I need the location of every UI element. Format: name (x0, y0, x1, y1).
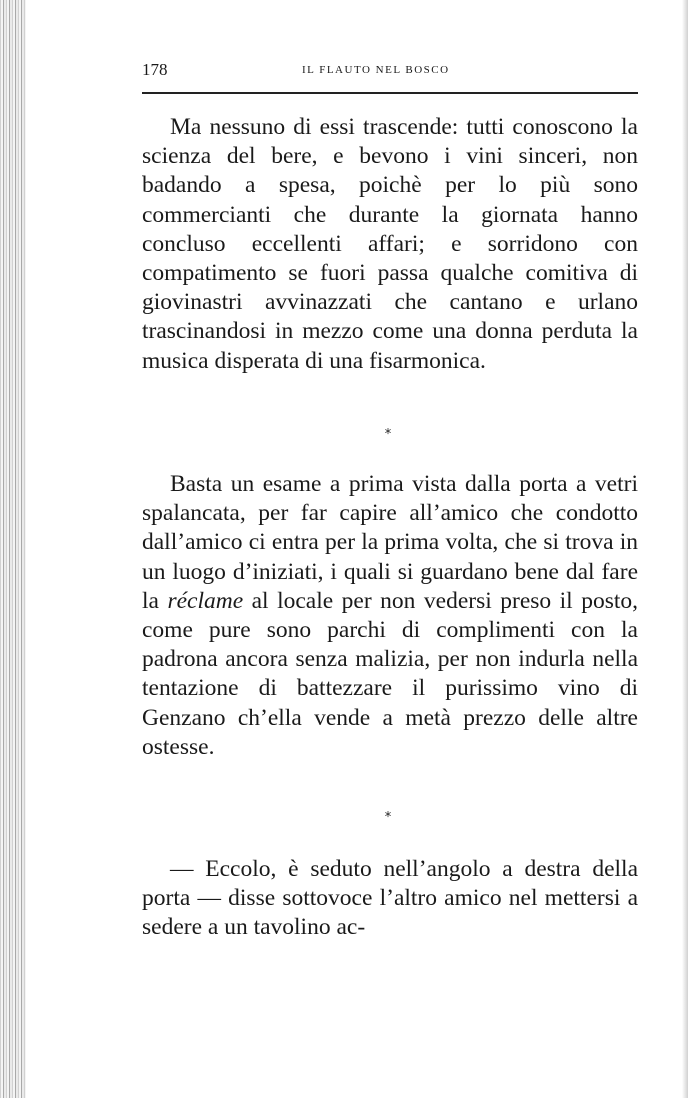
section-separator-1: * (384, 427, 392, 442)
paragraph-2-italic-word: réclame (167, 587, 244, 614)
paragraph-2 (142, 470, 638, 762)
header-rule (142, 92, 638, 94)
paragraph-3: — Eccolo, è seduto nell’angolo a destra della porta — disse sottovoce l’altro amico nel mettersi a sedere a un tavolino ac- (142, 856, 638, 941)
scan-binding-edge (0, 0, 26, 1098)
section-separator-2: * (384, 810, 392, 825)
running-title: IL FLAUTO NEL BOSCO (302, 64, 450, 76)
paragraph-2-text-b: al locale per non vedersi preso il posto, come pure sono parchi di complimenti con la padrona ancora senza malizia, per non indurla nella tentazione di battezzare il purissimo vino di Genzano ch’ella vende a metà prezzo delle altre ostesse. (142, 587, 638, 760)
scan-right-edge (682, 0, 688, 1098)
paragraph-1: Ma nessuno di essi trascende: tutti conoscono la scienza del bere, e bevono i vini sinceri, non badando a spesa, poichè per lo più sono commercianti che durante la giornata hanno concluso eccellenti affari; e sorridono con compatimento se fuori passa qualche comitiva di giovinastri avvinazzati che cantano e urlano trascinandosi in mezzo come una donna perduta la musica disperata di una fisarmonica. (142, 114, 638, 374)
paragraph-2-text-a: Basta un esame a prima vista dalla porta a vetri spalancata, per far capire all’amico che condotto dall’amico ci entra per la prima volta, che si trova in un luogo d’iniziati, i quali si guardano bene dal fare la (142, 471, 638, 614)
page-header (142, 56, 638, 86)
page-number: 178 (142, 60, 168, 79)
